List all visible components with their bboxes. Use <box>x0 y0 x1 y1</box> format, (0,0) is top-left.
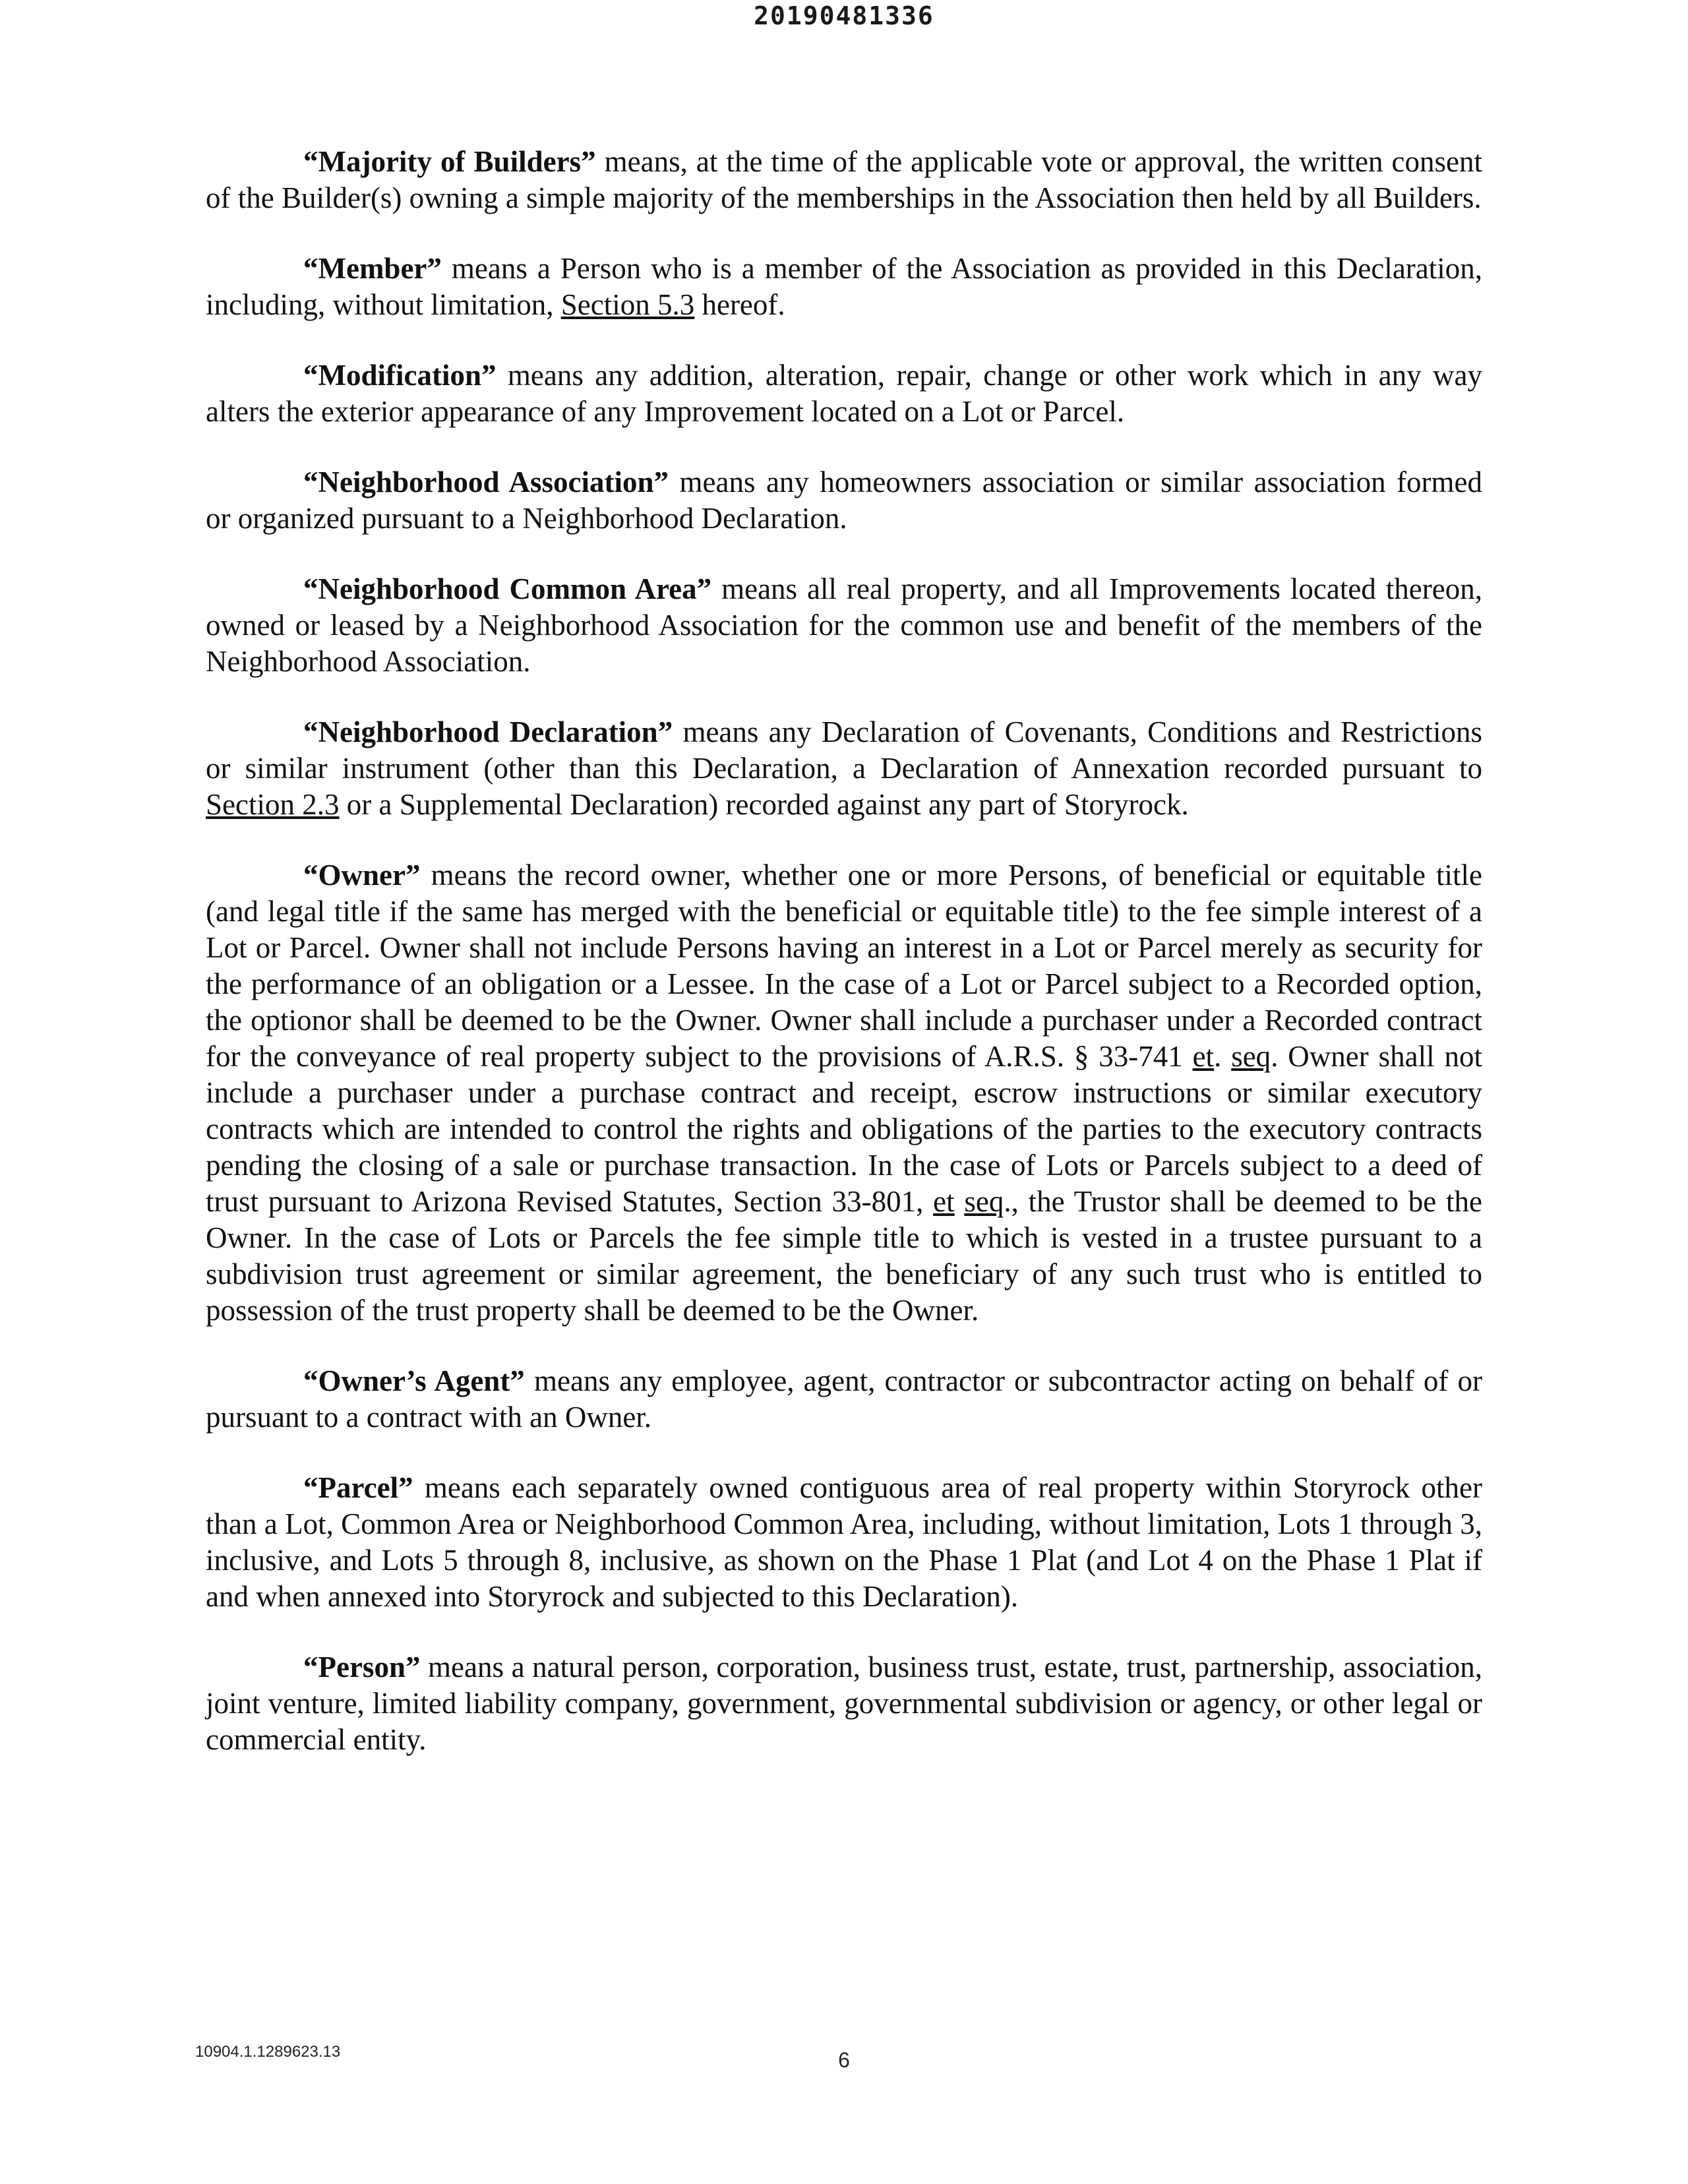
section-reference: Section 2.3 <box>206 788 340 821</box>
definition-term: “Neighborhood Declaration” <box>303 715 673 748</box>
definition-text: or a Supplemental Declaration) recorded against any part of Storyrock. <box>339 788 1189 821</box>
definition-term: “Parcel” <box>303 1471 413 1504</box>
definition-text: means any homeowners association or similar association formed or organized pursuant to a Neighborhood Declaration. <box>206 466 1482 535</box>
definition-text: means all real property, and all Improvements located thereon, owned or leased by a Neighborhood Association for the common use and benefit of the members of the Neighborhood Association. <box>206 572 1482 678</box>
definition-majority-of-builders <box>206 144 1482 216</box>
latin-seq: seq <box>964 1185 1004 1218</box>
definition-owners-agent <box>206 1363 1482 1436</box>
definition-owner <box>206 857 1482 1329</box>
document-code: 10904.1.1289623.13 <box>195 2043 341 2061</box>
definition-text: means each separately owned contiguous area of real property within Storyrock other than a Lot, Common Area or Neighborhood Common Area, including, without limitation, Lots 1 through 3, inclusive, and Lots 5 through 8, inclusive, as shown on the Phase 1 Plat (and Lot 4 on the Phase 1 Plat if and when annexed into Storyrock and subjected to this Declaration). <box>206 1471 1482 1613</box>
definition-text: means any addition, alteration, repair, change or other work which in any way alters the exterior appearance of any Improvement located on a Lot or Parcel. <box>206 359 1482 428</box>
definition-neighborhood-common-area <box>206 571 1482 680</box>
definition-term: “Neighborhood Common Area” <box>303 572 712 605</box>
latin-seq: seq <box>1231 1040 1271 1073</box>
definition-text: ., the Trustor shall be deemed to be the Owner. In the case of Lots or Parcels the fee simple title to which is vested in a trustee pursuant to a subdivision trust agreement or similar agreement, the beneficiary of any such trust who is entitled to possession of the trust property shall be deemed to be the Owner. <box>206 1185 1483 1327</box>
definition-term: “Modification” <box>303 359 497 392</box>
definition-text: means the record owner, whether one or more Persons, of beneficial or equitable title (and legal title if the same has merged with the beneficial or equitable title) to the fee simple interest of a Lot or Parcel. Owner shall not include Persons having an interest in a Lot or Parcel merely as security for the performance of an obligation or a Lessee. In the case of a Lot or Parcel subject to a Recorded option, the optionor shall be deemed to be the Owner. Owner shall include a purchaser under a Recorded contract for the conveyance of real property subject to the provisions of A.R.S. § 33-741 <box>206 859 1482 1073</box>
definition-term: “Owner’s Agent” <box>303 1364 525 1397</box>
latin-et: et <box>933 1185 955 1218</box>
definition-text: means a Person who is a member of the Association as provided in this Declaration, including, without limitation, <box>206 252 1482 321</box>
definition-term: “Member” <box>303 252 442 285</box>
definitions-body <box>206 144 1482 1792</box>
section-reference: Section 5.3 <box>560 288 695 321</box>
definition-person <box>206 1649 1482 1758</box>
definition-text <box>955 1185 965 1218</box>
definition-term: “Owner” <box>303 859 421 892</box>
definition-text: . Owner shall not include a purchaser under a purchase contract and receipt, escrow instructions or similar executory contracts which are intended to control the rights and obligations of the parties to the executory contracts pending the closing of a sale or purchase transaction. In the case of Lots or Parcels subject to a deed of trust pursuant to Arizona Revised Statutes, Section 33-801, <box>206 1040 1482 1218</box>
latin-et: et <box>1192 1040 1215 1073</box>
definition-text: means a natural person, corporation, business trust, estate, trust, partnership, association, joint venture, limited liability company, government, governmental subdivision or agency, or other legal or commercial entity. <box>206 1651 1482 1756</box>
definition-neighborhood-declaration <box>206 714 1482 823</box>
definition-parcel <box>206 1470 1482 1615</box>
definition-term: “Majority of Builders” <box>303 145 596 178</box>
page-number: 6 <box>838 2048 850 2072</box>
definition-modification <box>206 357 1482 430</box>
definition-text: means any employee, agent, contractor or subcontractor acting on behalf of or pursuant to a contract with an Owner. <box>206 1364 1482 1434</box>
recording-number: 20190481336 <box>754 1 934 30</box>
definition-text: hereof. <box>694 288 785 321</box>
definition-text: means, at the time of the applicable vote or approval, the written consent of the Builder(s) owning a simple majority of the memberships in the Association then held by all Builders. <box>206 145 1482 214</box>
definition-term: “Neighborhood Association” <box>303 466 669 499</box>
definition-term: “Person” <box>303 1651 421 1684</box>
definition-text: means any Declaration of Covenants, Conditions and Restrictions or similar instrument (other than this Declaration, a Declaration of Annexation recorded pursuant to <box>206 715 1482 785</box>
definition-neighborhood-association <box>206 464 1482 537</box>
definition-member <box>206 251 1482 323</box>
definition-text: . <box>1214 1040 1232 1073</box>
